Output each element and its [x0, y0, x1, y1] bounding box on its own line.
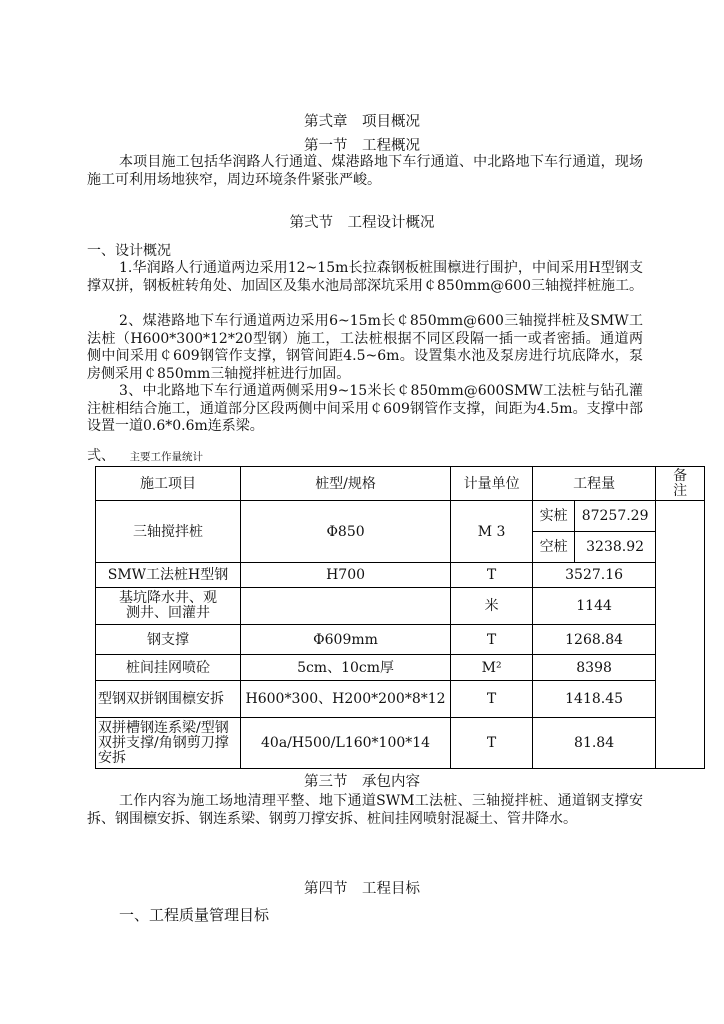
cell-remark	[656, 501, 705, 769]
table-row	[96, 501, 705, 532]
cell-sub-label: 实桩	[533, 501, 575, 532]
cell-unit: M 3	[451, 501, 533, 563]
cell-unit: 米	[451, 588, 533, 625]
table-header-row	[96, 467, 705, 501]
header-remark: 备注	[656, 467, 705, 501]
cell-item: 基坑降水井、观测井、回灌井	[96, 588, 241, 625]
design-overview-heading: 一、设计概况	[87, 243, 171, 259]
section3-paragraph: 工作内容为施工场地清理平整、地下通道SWM工法桩、三轴搅拌桩、通道钢支撑安拆、钢围檩安拆、钢连系梁、钢剪刀撑安拆、桩间挂网喷射混凝土、管井降水。	[87, 793, 643, 827]
cell-unit: T	[451, 563, 533, 588]
section1-paragraph: 本项目施工包括华润路人行通道、煤港路地下车行通道、中北路地下车行通道，现场施工可利用场地狭窄，周边环境条件紧张严峻。	[87, 154, 643, 188]
cell-item: 型钢双拼钢围檩安拆	[96, 681, 241, 718]
workload-heading	[87, 448, 203, 467]
cell-spec: 5cm、10cm厚	[241, 655, 451, 681]
design-item-2: 2、煤港路地下车行通道两边采用6~15m长￠850mm@600三轴搅拌桩及SMW工法桩（H600*300*12*20型钢）施工，工法桩根据不同区段隔一插一或者密插。通道两侧中间采用￠609钢管作支撑，钢管间距4.5~6m。设置集水池及泵房进行坑底降水，泵房侧采用￠850mm三轴搅拌桩进行加固。	[87, 313, 643, 382]
cell-item: 钢支撑	[96, 625, 241, 655]
cell-spec: H600*300、H200*200*8*12	[241, 681, 451, 718]
cell-quantity: 3238.92	[575, 532, 656, 563]
cell-quantity: 81.84	[533, 718, 656, 769]
cell-item: 三轴搅拌桩	[96, 501, 241, 563]
cell-unit: M²	[451, 655, 533, 681]
header-unit: 计量单位	[451, 467, 533, 501]
section2-title: 第弍节 工程设计概况	[289, 215, 435, 231]
cell-quantity: 87257.29	[575, 501, 656, 532]
cell-quantity: 3527.16	[533, 563, 656, 588]
table-row	[96, 718, 705, 769]
cell-spec: Φ850	[241, 501, 451, 563]
cell-item: SMW工法桩H型钢	[96, 563, 241, 588]
design-item-3: 3、中北路地下车行通道两侧采用9~15米长￠850mm@600SMW工法桩与钻孔灌注桩相结合施工，通道部分区段两侧中间采用￠609钢管作支撑，间距为4.5m。支撑中部设置一道0.6*0.6m连系梁。	[87, 383, 643, 434]
table-row	[96, 588, 705, 625]
chapter-title: 第弍章 项目概况	[304, 114, 420, 130]
section3-title: 第三节 承包内容	[304, 774, 420, 790]
cell-sub-label: 空桩	[533, 532, 575, 563]
design-item-1: 1.华润路人行通道两边采用12~15m长拉森钢板桩围檩进行围护，中间采用H型钢支撑双拼，钢板桩转角处、加固区及集水池局部深坑采用￠850mm@600三轴搅拌桩施工。	[87, 260, 643, 294]
cell-quantity: 8398	[533, 655, 656, 681]
workload-heading-title: 主要工作量统计	[129, 451, 203, 463]
cell-spec	[241, 588, 451, 625]
workload-table	[95, 466, 705, 769]
section1-title: 第一节 工程概况	[304, 138, 420, 154]
cell-spec: 40a/H500/L160*100*14	[241, 718, 451, 769]
cell-item: 双拼槽钢连系梁/型钢双拼支撑/角钢剪刀撑安拆	[96, 718, 241, 769]
cell-quantity: 1418.45	[533, 681, 656, 718]
cell-unit: T	[451, 681, 533, 718]
table-row	[96, 681, 705, 718]
cell-quantity: 1268.84	[533, 625, 656, 655]
cell-unit: T	[451, 625, 533, 655]
cell-quantity: 1144	[533, 588, 656, 625]
header-quantity: 工程量	[533, 467, 656, 501]
header-spec: 桩型/规格	[241, 467, 451, 501]
quality-goal-heading: 一、工程质量管理目标	[119, 906, 270, 924]
cell-unit: T	[451, 718, 533, 769]
table-row	[96, 563, 705, 588]
header-item: 施工项目	[96, 467, 241, 501]
table-row	[96, 625, 705, 655]
cell-spec: Φ609mm	[241, 625, 451, 655]
table-row	[96, 655, 705, 681]
cell-spec: H700	[241, 563, 451, 588]
workload-heading-prefix: 弍、	[87, 448, 115, 464]
section4-title: 第四节 工程目标	[304, 881, 420, 897]
cell-item: 桩间挂网喷砼	[96, 655, 241, 681]
